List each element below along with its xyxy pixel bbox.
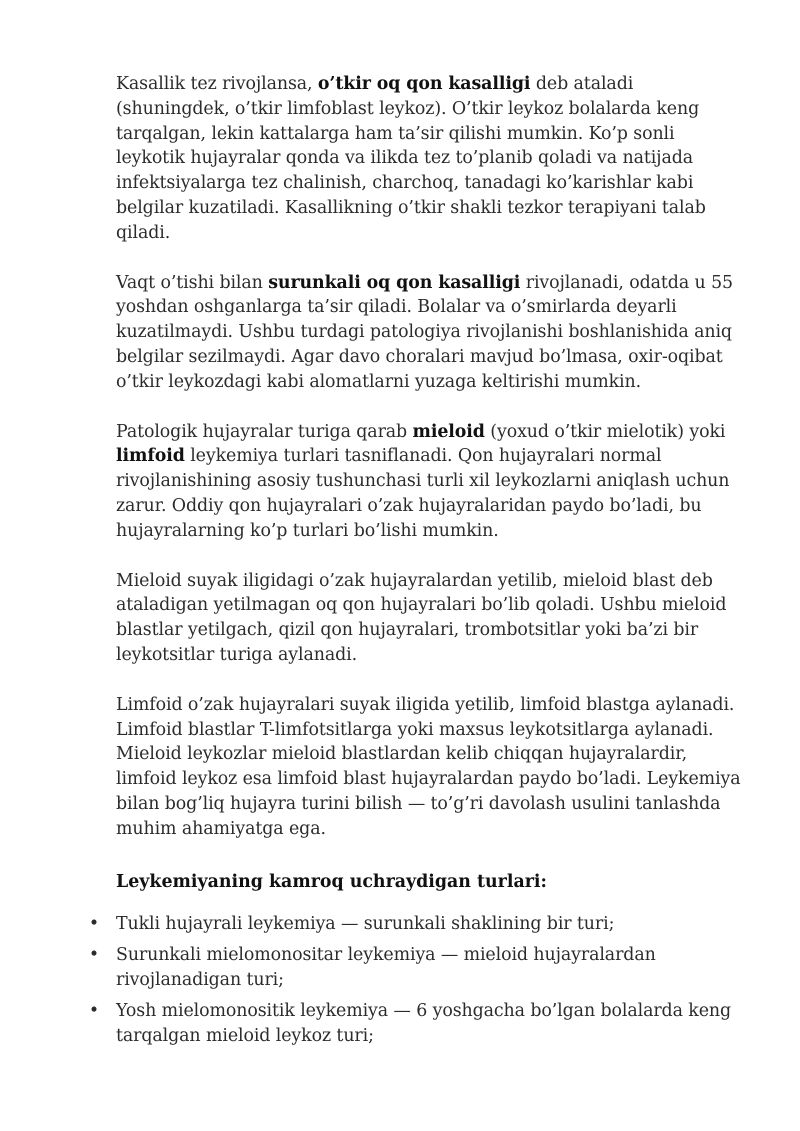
list-item bbox=[88, 912, 744, 937]
bold-term-lymphoid: limfoid bbox=[116, 446, 185, 467]
paragraph-text: (yoxud o’tkir mielotik) yoki bbox=[484, 421, 726, 442]
bold-term-chronic: surunkali oq qon kasalligi bbox=[268, 272, 521, 293]
rare-types-list bbox=[88, 912, 744, 1048]
paragraph-text: rivojlanadi, odatda u 55 yoshdan oshganlarga ta’sir qiladi. Bolalar va o’smirlarda deyarli kuzatilmaydi. Ushbu turdagi patologiya rivojlanishi boshlanishida aniq belgilar sezilmaydi. Agar davo choralari mavjud bo’lmasa, oxir-oqibat o’tkir leykozdagi kabi alomatlarni yuzaga keltirishi mumkin. bbox=[116, 272, 733, 392]
section-heading: Leykemiyaning kamroq uchraydigan turlari: bbox=[116, 871, 547, 892]
paragraph-lymphoid bbox=[116, 693, 744, 842]
paragraph-text: Patologik hujayralar turiga qarab bbox=[116, 421, 413, 442]
paragraph-myeloid bbox=[116, 569, 744, 668]
paragraph-text: deb ataladi (shuningdek, o’tkir limfoblast leykoz). O’tkir leykoz bolalarda keng tarqalgan, lekin kattalarga ham ta’sir qilishi mumkin. Ko’p sonli leykotik hujayralar qonda va ilikda tez to’planib qoladi va natijada infektsiyalarga tez chalinish, charchoq, tanadagi ko’karishlar kabi belgilar kuzatiladi. Kasallikning o’tkir shakli tezkor terapiyani talab qiladi. bbox=[116, 74, 706, 243]
paragraph-text: leykemiya turlari tasniflanadi. Qon hujayralari normal rivojlanishining asosiy tushunchasi turli xil leykozlarni aniqlash uchun zarur. Oddiy qon hujayralari o’zak hujayralaridan paydo bo’ladi, bu hujayralarning ko’p turlari bo’lishi mumkin. bbox=[116, 446, 730, 541]
list-item bbox=[88, 943, 744, 993]
paragraph-text: Limfoid o’zak hujayralari suyak iligida yetilib, limfoid blastga aylanadi. Limfoid blastlar T-limfotsitlarga yoki maxsus leykotsitlarga aylanadi. Mieloid leykozlar mieloid blastlardan kelib chiqqan hujayralardir, limfoid leykoz esa limfoid blast hujayralardan paydo bo’ladi. Leykemiya bilan bog’liq hujayra turini bilish — to’g’ri davolash usulini tanlashda muhim ahamiyatga ega. bbox=[116, 694, 741, 839]
paragraph-chronic-leukemia bbox=[116, 271, 744, 395]
list-item bbox=[88, 999, 744, 1049]
document-page bbox=[88, 72, 744, 1054]
bold-term-myeloid: mieloid bbox=[412, 421, 485, 442]
paragraph-text: Kasallik tez rivojlansa, bbox=[116, 74, 318, 94]
bullet-icon: • bbox=[88, 945, 100, 966]
list-item-text: Yosh mielomonositik leykemiya — 6 yoshgacha bo’lgan bolalarda keng tarqalgan mieloid leykoz turi; bbox=[116, 1000, 732, 1046]
paragraph-text: Vaqt o’tishi bilan bbox=[116, 272, 269, 293]
paragraph-acute-leukemia bbox=[116, 72, 744, 246]
bullet-icon: • bbox=[88, 1000, 100, 1021]
list-item-text: Tukli hujayrali leykemiya — surunkali shaklining bir turi; bbox=[116, 914, 615, 935]
paragraph-classification bbox=[116, 420, 744, 544]
bold-term-acute: o’tkir oq qon kasalligi bbox=[317, 74, 531, 94]
paragraph-text: Mieloid suyak iligidagi o’zak hujayralardan yetilib, mieloid blast deb ataladigan yetilmagan oq qon hujayralari bo’lib qoladi. Ushbu mieloid blastlar yetilgach, qizil qon hujayralari, trombotsitlar yoki ba’zi bir leykotsitlar turiga aylanadi. bbox=[116, 570, 727, 665]
bullet-icon: • bbox=[88, 914, 100, 935]
list-item-text: Surunkali mielomonositar leykemiya — mieloid hujayralardan rivojlanadigan turi; bbox=[116, 945, 656, 990]
